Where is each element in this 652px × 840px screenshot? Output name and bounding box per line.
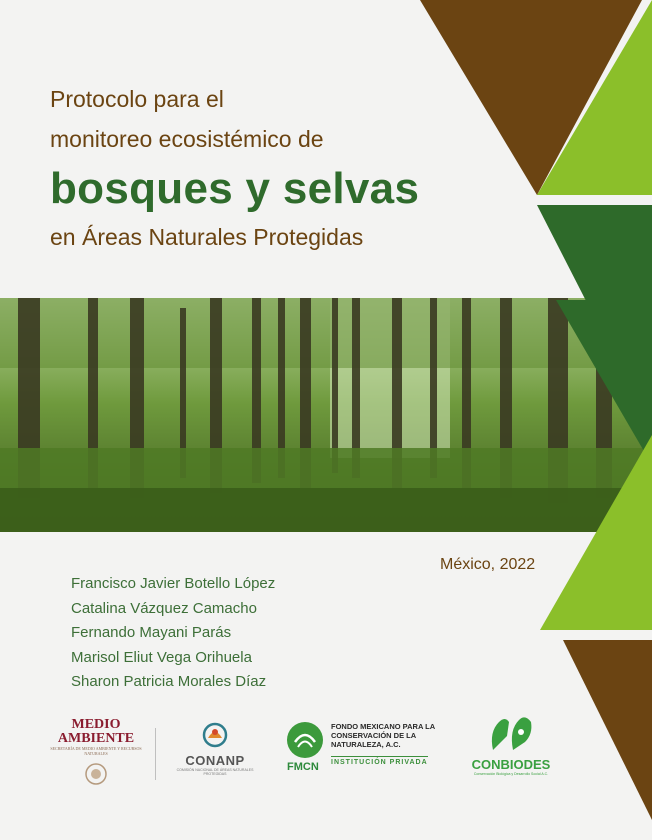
- medio-ambiente-sub: SECRETARÍA DE MEDIO AMBIENTE Y RECURSOS NATURALES: [50, 746, 142, 756]
- logo-divider: [155, 728, 156, 780]
- author-name: Francisco Javier Botello López: [71, 575, 276, 592]
- conbiodes-logo: [456, 712, 566, 776]
- conanp-logo: [170, 722, 260, 776]
- title-main: bosques y selvas: [50, 164, 420, 213]
- conbiodes-hands-icon: [485, 712, 537, 752]
- author-name: Catalina Vázquez Camacho: [71, 599, 257, 617]
- author-name: Marisol Eliut Vega Orihuela: [71, 648, 252, 666]
- author-name: Fernando Mayani Parás: [71, 624, 232, 641]
- fmcn-abbr: FMCN: [287, 761, 319, 773]
- fmcn-icon: [285, 720, 325, 760]
- author-name: Sharon Patricia Morales Díaz: [71, 673, 267, 690]
- conanp-name: CONANP: [185, 753, 245, 768]
- title-line-2: monitoreo ecosistémico de: [50, 126, 324, 152]
- fmcn-full-name: FONDO MEXICANO PARA LA CONSERVACIÓN DE LA NATURALEZA, A.C.: [331, 722, 435, 749]
- conanp-icon: [202, 722, 228, 748]
- fmcn-tag: INSTITUCIÓN PRIVADA: [331, 756, 428, 766]
- medio-ambiente-emblem: [84, 762, 108, 786]
- medio-ambiente-line2: AMBIENTE: [57, 731, 135, 746]
- conbiodes-name: CONBIODES: [471, 757, 551, 772]
- title-line-1: Protocolo para el: [50, 86, 224, 112]
- conanp-sub: COMISIÓN NACIONAL DE ÁREAS NATURALES PROTEGIDAS: [176, 768, 254, 776]
- conbiodes-sub: Conservación Biológica y Desarrollo Social A.C.: [473, 772, 549, 776]
- title-line-4: en Áreas Naturales Protegidas: [50, 224, 364, 250]
- place-date: México, 2022: [440, 556, 536, 573]
- author-list: [71, 575, 275, 698]
- medio-ambiente-line1: MEDIO: [71, 717, 121, 732]
- medio-ambiente-logo: [48, 718, 144, 786]
- fmcn-logo: [283, 718, 433, 778]
